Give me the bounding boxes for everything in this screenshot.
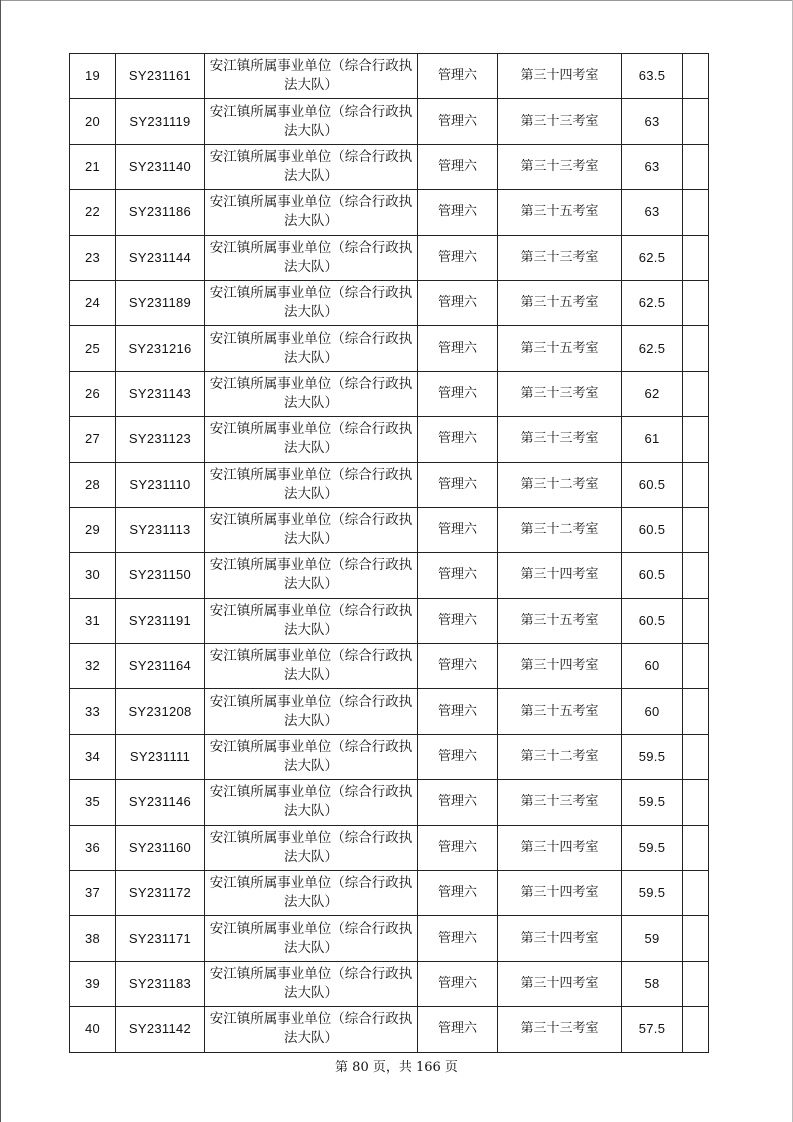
remark-cell [683, 99, 709, 144]
employer-unit-cell: 安江镇所属事业单位（综合行政执法大队） [205, 598, 418, 643]
score-cell: 60.5 [622, 553, 683, 598]
ticket-number-cell: SY231140 [116, 144, 205, 189]
score-cell: 63 [622, 144, 683, 189]
employer-unit-cell: 安江镇所属事业单位（综合行政执法大队） [205, 916, 418, 961]
row-number-cell: 23 [70, 235, 116, 280]
exam-room-cell: 第三十四考室 [498, 961, 622, 1006]
table-row [70, 326, 709, 371]
exam-room-cell: 第三十五考室 [498, 190, 622, 235]
position-cell: 管理六 [418, 961, 498, 1006]
remark-cell [683, 871, 709, 916]
table-row [70, 144, 709, 189]
ticket-number-cell: SY231160 [116, 825, 205, 870]
row-number-cell: 33 [70, 689, 116, 734]
score-cell: 63.5 [622, 54, 683, 99]
row-number-cell: 24 [70, 280, 116, 325]
exam-room-cell: 第三十五考室 [498, 689, 622, 734]
exam-room-cell: 第三十二考室 [498, 462, 622, 507]
exam-room-cell: 第三十五考室 [498, 280, 622, 325]
employer-unit-cell: 安江镇所属事业单位（综合行政执法大队） [205, 507, 418, 552]
table-row [70, 780, 709, 825]
score-cell: 58 [622, 961, 683, 1006]
table-row [70, 598, 709, 643]
exam-room-cell: 第三十四考室 [498, 825, 622, 870]
employer-unit-cell: 安江镇所属事业单位（综合行政执法大队） [205, 462, 418, 507]
page-top-edge [0, 0, 793, 1]
exam-room-cell: 第三十三考室 [498, 144, 622, 189]
remark-cell [683, 280, 709, 325]
score-cell: 60 [622, 689, 683, 734]
table-row [70, 961, 709, 1006]
ticket-number-cell: SY231123 [116, 417, 205, 462]
remark-cell [683, 734, 709, 779]
score-cell: 60.5 [622, 507, 683, 552]
score-cell: 62 [622, 371, 683, 416]
exam-room-cell: 第三十三考室 [498, 1007, 622, 1052]
exam-room-cell: 第三十四考室 [498, 644, 622, 689]
exam-room-cell: 第三十五考室 [498, 598, 622, 643]
score-cell: 63 [622, 190, 683, 235]
results-table [69, 53, 709, 1053]
ticket-number-cell: SY231191 [116, 598, 205, 643]
position-cell: 管理六 [418, 462, 498, 507]
remark-cell [683, 235, 709, 280]
ticket-number-cell: SY231161 [116, 54, 205, 99]
row-number-cell: 31 [70, 598, 116, 643]
table-row [70, 553, 709, 598]
score-cell: 59.5 [622, 871, 683, 916]
score-cell: 61 [622, 417, 683, 462]
position-cell: 管理六 [418, 144, 498, 189]
remark-cell [683, 1007, 709, 1052]
ticket-number-cell: SY231216 [116, 326, 205, 371]
employer-unit-cell: 安江镇所属事业单位（综合行政执法大队） [205, 190, 418, 235]
row-number-cell: 21 [70, 144, 116, 189]
position-cell: 管理六 [418, 780, 498, 825]
row-number-cell: 30 [70, 553, 116, 598]
score-cell: 59.5 [622, 825, 683, 870]
row-number-cell: 28 [70, 462, 116, 507]
position-cell: 管理六 [418, 99, 498, 144]
position-cell: 管理六 [418, 734, 498, 779]
position-cell: 管理六 [418, 54, 498, 99]
table-row [70, 825, 709, 870]
position-cell: 管理六 [418, 280, 498, 325]
exam-room-cell: 第三十四考室 [498, 871, 622, 916]
results-table-body [70, 54, 709, 1053]
position-cell: 管理六 [418, 598, 498, 643]
score-cell: 62.5 [622, 280, 683, 325]
remark-cell [683, 689, 709, 734]
exam-room-cell: 第三十二考室 [498, 734, 622, 779]
row-number-cell: 29 [70, 507, 116, 552]
score-cell: 62.5 [622, 235, 683, 280]
table-row [70, 916, 709, 961]
position-cell: 管理六 [418, 190, 498, 235]
table-row [70, 99, 709, 144]
row-number-cell: 40 [70, 1007, 116, 1052]
employer-unit-cell: 安江镇所属事业单位（综合行政执法大队） [205, 689, 418, 734]
position-cell: 管理六 [418, 326, 498, 371]
table-row [70, 871, 709, 916]
employer-unit-cell: 安江镇所属事业单位（综合行政执法大队） [205, 99, 418, 144]
ticket-number-cell: SY231146 [116, 780, 205, 825]
exam-room-cell: 第三十四考室 [498, 916, 622, 961]
row-number-cell: 36 [70, 825, 116, 870]
employer-unit-cell: 安江镇所属事业单位（综合行政执法大队） [205, 1007, 418, 1052]
table-row [70, 235, 709, 280]
exam-room-cell: 第三十三考室 [498, 417, 622, 462]
employer-unit-cell: 安江镇所属事业单位（综合行政执法大队） [205, 54, 418, 99]
score-cell: 60 [622, 644, 683, 689]
exam-room-cell: 第三十四考室 [498, 54, 622, 99]
position-cell: 管理六 [418, 507, 498, 552]
row-number-cell: 27 [70, 417, 116, 462]
table-row [70, 371, 709, 416]
remark-cell [683, 54, 709, 99]
position-cell: 管理六 [418, 825, 498, 870]
employer-unit-cell: 安江镇所属事业单位（综合行政执法大队） [205, 734, 418, 779]
ticket-number-cell: SY231144 [116, 235, 205, 280]
employer-unit-cell: 安江镇所属事业单位（综合行政执法大队） [205, 644, 418, 689]
employer-unit-cell: 安江镇所属事业单位（综合行政执法大队） [205, 235, 418, 280]
table-row [70, 462, 709, 507]
score-cell: 60.5 [622, 598, 683, 643]
employer-unit-cell: 安江镇所属事业单位（综合行政执法大队） [205, 371, 418, 416]
page-left-edge [0, 0, 1, 1122]
employer-unit-cell: 安江镇所属事业单位（综合行政执法大队） [205, 417, 418, 462]
row-number-cell: 39 [70, 961, 116, 1006]
employer-unit-cell: 安江镇所属事业单位（综合行政执法大队） [205, 871, 418, 916]
remark-cell [683, 462, 709, 507]
employer-unit-cell: 安江镇所属事业单位（综合行政执法大队） [205, 780, 418, 825]
score-cell: 60.5 [622, 462, 683, 507]
ticket-number-cell: SY231150 [116, 553, 205, 598]
ticket-number-cell: SY231142 [116, 1007, 205, 1052]
employer-unit-cell: 安江镇所属事业单位（综合行政执法大队） [205, 326, 418, 371]
score-cell: 63 [622, 99, 683, 144]
exam-room-cell: 第三十三考室 [498, 99, 622, 144]
remark-cell [683, 417, 709, 462]
position-cell: 管理六 [418, 871, 498, 916]
employer-unit-cell: 安江镇所属事业单位（综合行政执法大队） [205, 825, 418, 870]
score-cell: 62.5 [622, 326, 683, 371]
row-number-cell: 32 [70, 644, 116, 689]
row-number-cell: 20 [70, 99, 116, 144]
remark-cell [683, 190, 709, 235]
remark-cell [683, 553, 709, 598]
exam-room-cell: 第三十四考室 [498, 553, 622, 598]
remark-cell [683, 326, 709, 371]
table-row [70, 190, 709, 235]
remark-cell [683, 780, 709, 825]
remark-cell [683, 371, 709, 416]
score-cell: 59.5 [622, 734, 683, 779]
remark-cell [683, 825, 709, 870]
ticket-number-cell: SY231171 [116, 916, 205, 961]
remark-cell [683, 644, 709, 689]
ticket-number-cell: SY231111 [116, 734, 205, 779]
row-number-cell: 37 [70, 871, 116, 916]
ticket-number-cell: SY231164 [116, 644, 205, 689]
ticket-number-cell: SY231208 [116, 689, 205, 734]
ticket-number-cell: SY231113 [116, 507, 205, 552]
ticket-number-cell: SY231110 [116, 462, 205, 507]
table-row [70, 54, 709, 99]
position-cell: 管理六 [418, 644, 498, 689]
exam-room-cell: 第三十二考室 [498, 507, 622, 552]
score-cell: 59.5 [622, 780, 683, 825]
exam-room-cell: 第三十五考室 [498, 326, 622, 371]
position-cell: 管理六 [418, 916, 498, 961]
position-cell: 管理六 [418, 689, 498, 734]
row-number-cell: 38 [70, 916, 116, 961]
row-number-cell: 22 [70, 190, 116, 235]
row-number-cell: 26 [70, 371, 116, 416]
exam-room-cell: 第三十三考室 [498, 235, 622, 280]
exam-room-cell: 第三十三考室 [498, 371, 622, 416]
row-number-cell: 34 [70, 734, 116, 779]
table-row [70, 734, 709, 779]
table-row [70, 507, 709, 552]
ticket-number-cell: SY231143 [116, 371, 205, 416]
remark-cell [683, 916, 709, 961]
position-cell: 管理六 [418, 417, 498, 462]
table-row [70, 689, 709, 734]
ticket-number-cell: SY231183 [116, 961, 205, 1006]
position-cell: 管理六 [418, 1007, 498, 1052]
table-row [70, 644, 709, 689]
table-row [70, 417, 709, 462]
position-cell: 管理六 [418, 235, 498, 280]
ticket-number-cell: SY231186 [116, 190, 205, 235]
score-cell: 59 [622, 916, 683, 961]
employer-unit-cell: 安江镇所属事业单位（综合行政执法大队） [205, 553, 418, 598]
table-row [70, 280, 709, 325]
row-number-cell: 19 [70, 54, 116, 99]
employer-unit-cell: 安江镇所属事业单位（综合行政执法大队） [205, 280, 418, 325]
ticket-number-cell: SY231189 [116, 280, 205, 325]
employer-unit-cell: 安江镇所属事业单位（综合行政执法大队） [205, 961, 418, 1006]
score-cell: 57.5 [622, 1007, 683, 1052]
table-row [70, 1007, 709, 1052]
remark-cell [683, 961, 709, 1006]
position-cell: 管理六 [418, 371, 498, 416]
employer-unit-cell: 安江镇所属事业单位（综合行政执法大队） [205, 144, 418, 189]
page-number-footer: 第 80 页，共 166 页 [335, 1060, 458, 1075]
row-number-cell: 35 [70, 780, 116, 825]
remark-cell [683, 598, 709, 643]
row-number-cell: 25 [70, 326, 116, 371]
remark-cell [683, 144, 709, 189]
ticket-number-cell: SY231172 [116, 871, 205, 916]
remark-cell [683, 507, 709, 552]
ticket-number-cell: SY231119 [116, 99, 205, 144]
position-cell: 管理六 [418, 553, 498, 598]
exam-room-cell: 第三十三考室 [498, 780, 622, 825]
